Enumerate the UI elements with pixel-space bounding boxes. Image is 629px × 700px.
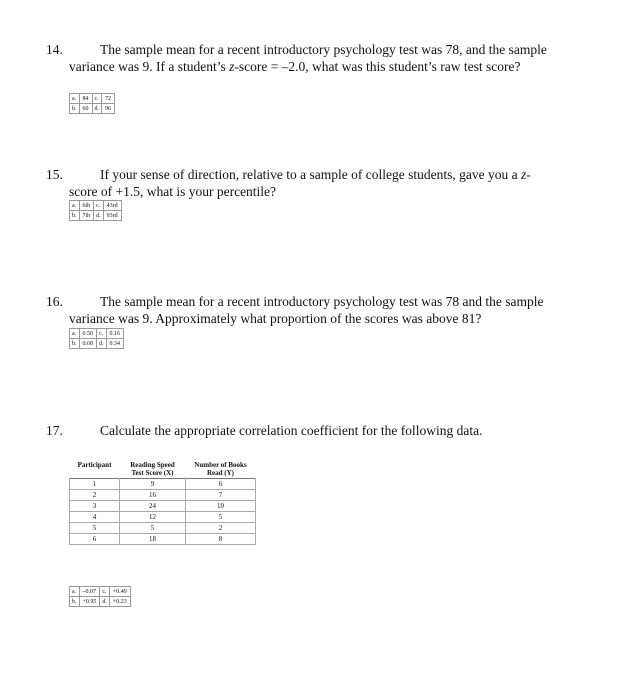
option-label-d: d. [97, 339, 107, 349]
correlation-data-table [69, 460, 256, 545]
question-number: 17. [46, 423, 63, 438]
table-cell: 10 [186, 501, 256, 512]
question-number: 15. [46, 167, 63, 182]
question-number: 16. [46, 294, 63, 309]
table-cell: 1 [70, 479, 120, 490]
table-cell: 7 [186, 490, 256, 501]
option-d[interactable]: 0.34 [106, 339, 124, 349]
option-d[interactable]: 96 [102, 104, 115, 114]
option-label-b: b. [70, 211, 80, 221]
option-label-d: d. [94, 211, 104, 221]
option-label-c: c. [92, 94, 102, 104]
option-label-a: a. [70, 329, 80, 339]
table-row [70, 501, 256, 512]
option-a[interactable]: –0.07 [79, 587, 100, 597]
option-a[interactable]: 6th [79, 201, 94, 211]
option-label-d: d. [100, 597, 110, 607]
table-header: Participant [77, 461, 112, 469]
table-cell: 5 [120, 523, 186, 534]
table-row [70, 490, 256, 501]
table-cell: 16 [120, 490, 186, 501]
table-cell: 5 [70, 523, 120, 534]
option-a[interactable]: 0.50 [79, 329, 97, 339]
question-text: Calculate the appropriate correlation coefficient for the following data. [100, 423, 483, 438]
option-label-c: c. [94, 201, 104, 211]
option-d[interactable]: +0.23 [109, 597, 130, 607]
table-cell: 6 [186, 479, 256, 490]
table-cell: 2 [186, 523, 256, 534]
table-row [70, 479, 256, 490]
option-c[interactable]: +0.49 [109, 587, 130, 597]
option-a[interactable]: 84 [79, 94, 92, 104]
question-text: The sample mean for a recent introductory psychology test was 78, and the sample variance was 9. If a student’s z-score = –2.0, what was this student’s raw test score? [69, 42, 547, 74]
option-label-b: b. [70, 104, 80, 114]
table-cell: 6 [70, 534, 120, 545]
table-cell: 18 [120, 534, 186, 545]
table-cell: 4 [70, 512, 120, 523]
table-row [70, 512, 256, 523]
option-label-c: c. [100, 587, 110, 597]
table-row [70, 534, 256, 545]
table-row [70, 523, 256, 534]
question-text: If your sense of direction, relative to a sample of college students, gave you a z-score of +1.5, what is your percentile? [69, 167, 531, 199]
table-cell: 24 [120, 501, 186, 512]
option-d[interactable]: 93rd [103, 211, 121, 221]
table-header: Reading Speed Test Score (X) [130, 461, 175, 477]
table-cell: 8 [186, 534, 256, 545]
answer-options [69, 328, 124, 349]
question-number: 14. [46, 42, 63, 57]
answer-options [69, 93, 115, 114]
option-c[interactable]: 0.16 [106, 329, 124, 339]
table-cell: 5 [186, 512, 256, 523]
table-header: Number of Books Read (Y) [194, 461, 247, 477]
answer-options [69, 586, 131, 607]
table-cell: 3 [70, 501, 120, 512]
option-label-b: b. [70, 597, 80, 607]
table-cell: 2 [70, 490, 120, 501]
table-cell: 12 [120, 512, 186, 523]
option-b[interactable]: 7th [79, 211, 94, 221]
table-cell: 9 [120, 479, 186, 490]
option-b[interactable]: 60 [79, 104, 92, 114]
option-label-a: a. [70, 587, 80, 597]
option-c[interactable]: 43rd [103, 201, 121, 211]
option-b[interactable]: 0.68 [79, 339, 97, 349]
option-label-a: a. [70, 201, 80, 211]
answer-options [69, 200, 122, 221]
option-label-c: c. [97, 329, 107, 339]
option-label-b: b. [70, 339, 80, 349]
option-label-d: d. [92, 104, 102, 114]
option-label-a: a. [70, 94, 80, 104]
question-text: The sample mean for a recent introductory psychology test was 78 and the sample variance was 9. Approximately what proportion of the scores was above 81? [69, 294, 544, 326]
option-c[interactable]: 72 [102, 94, 115, 104]
option-b[interactable]: +0.95 [79, 597, 100, 607]
